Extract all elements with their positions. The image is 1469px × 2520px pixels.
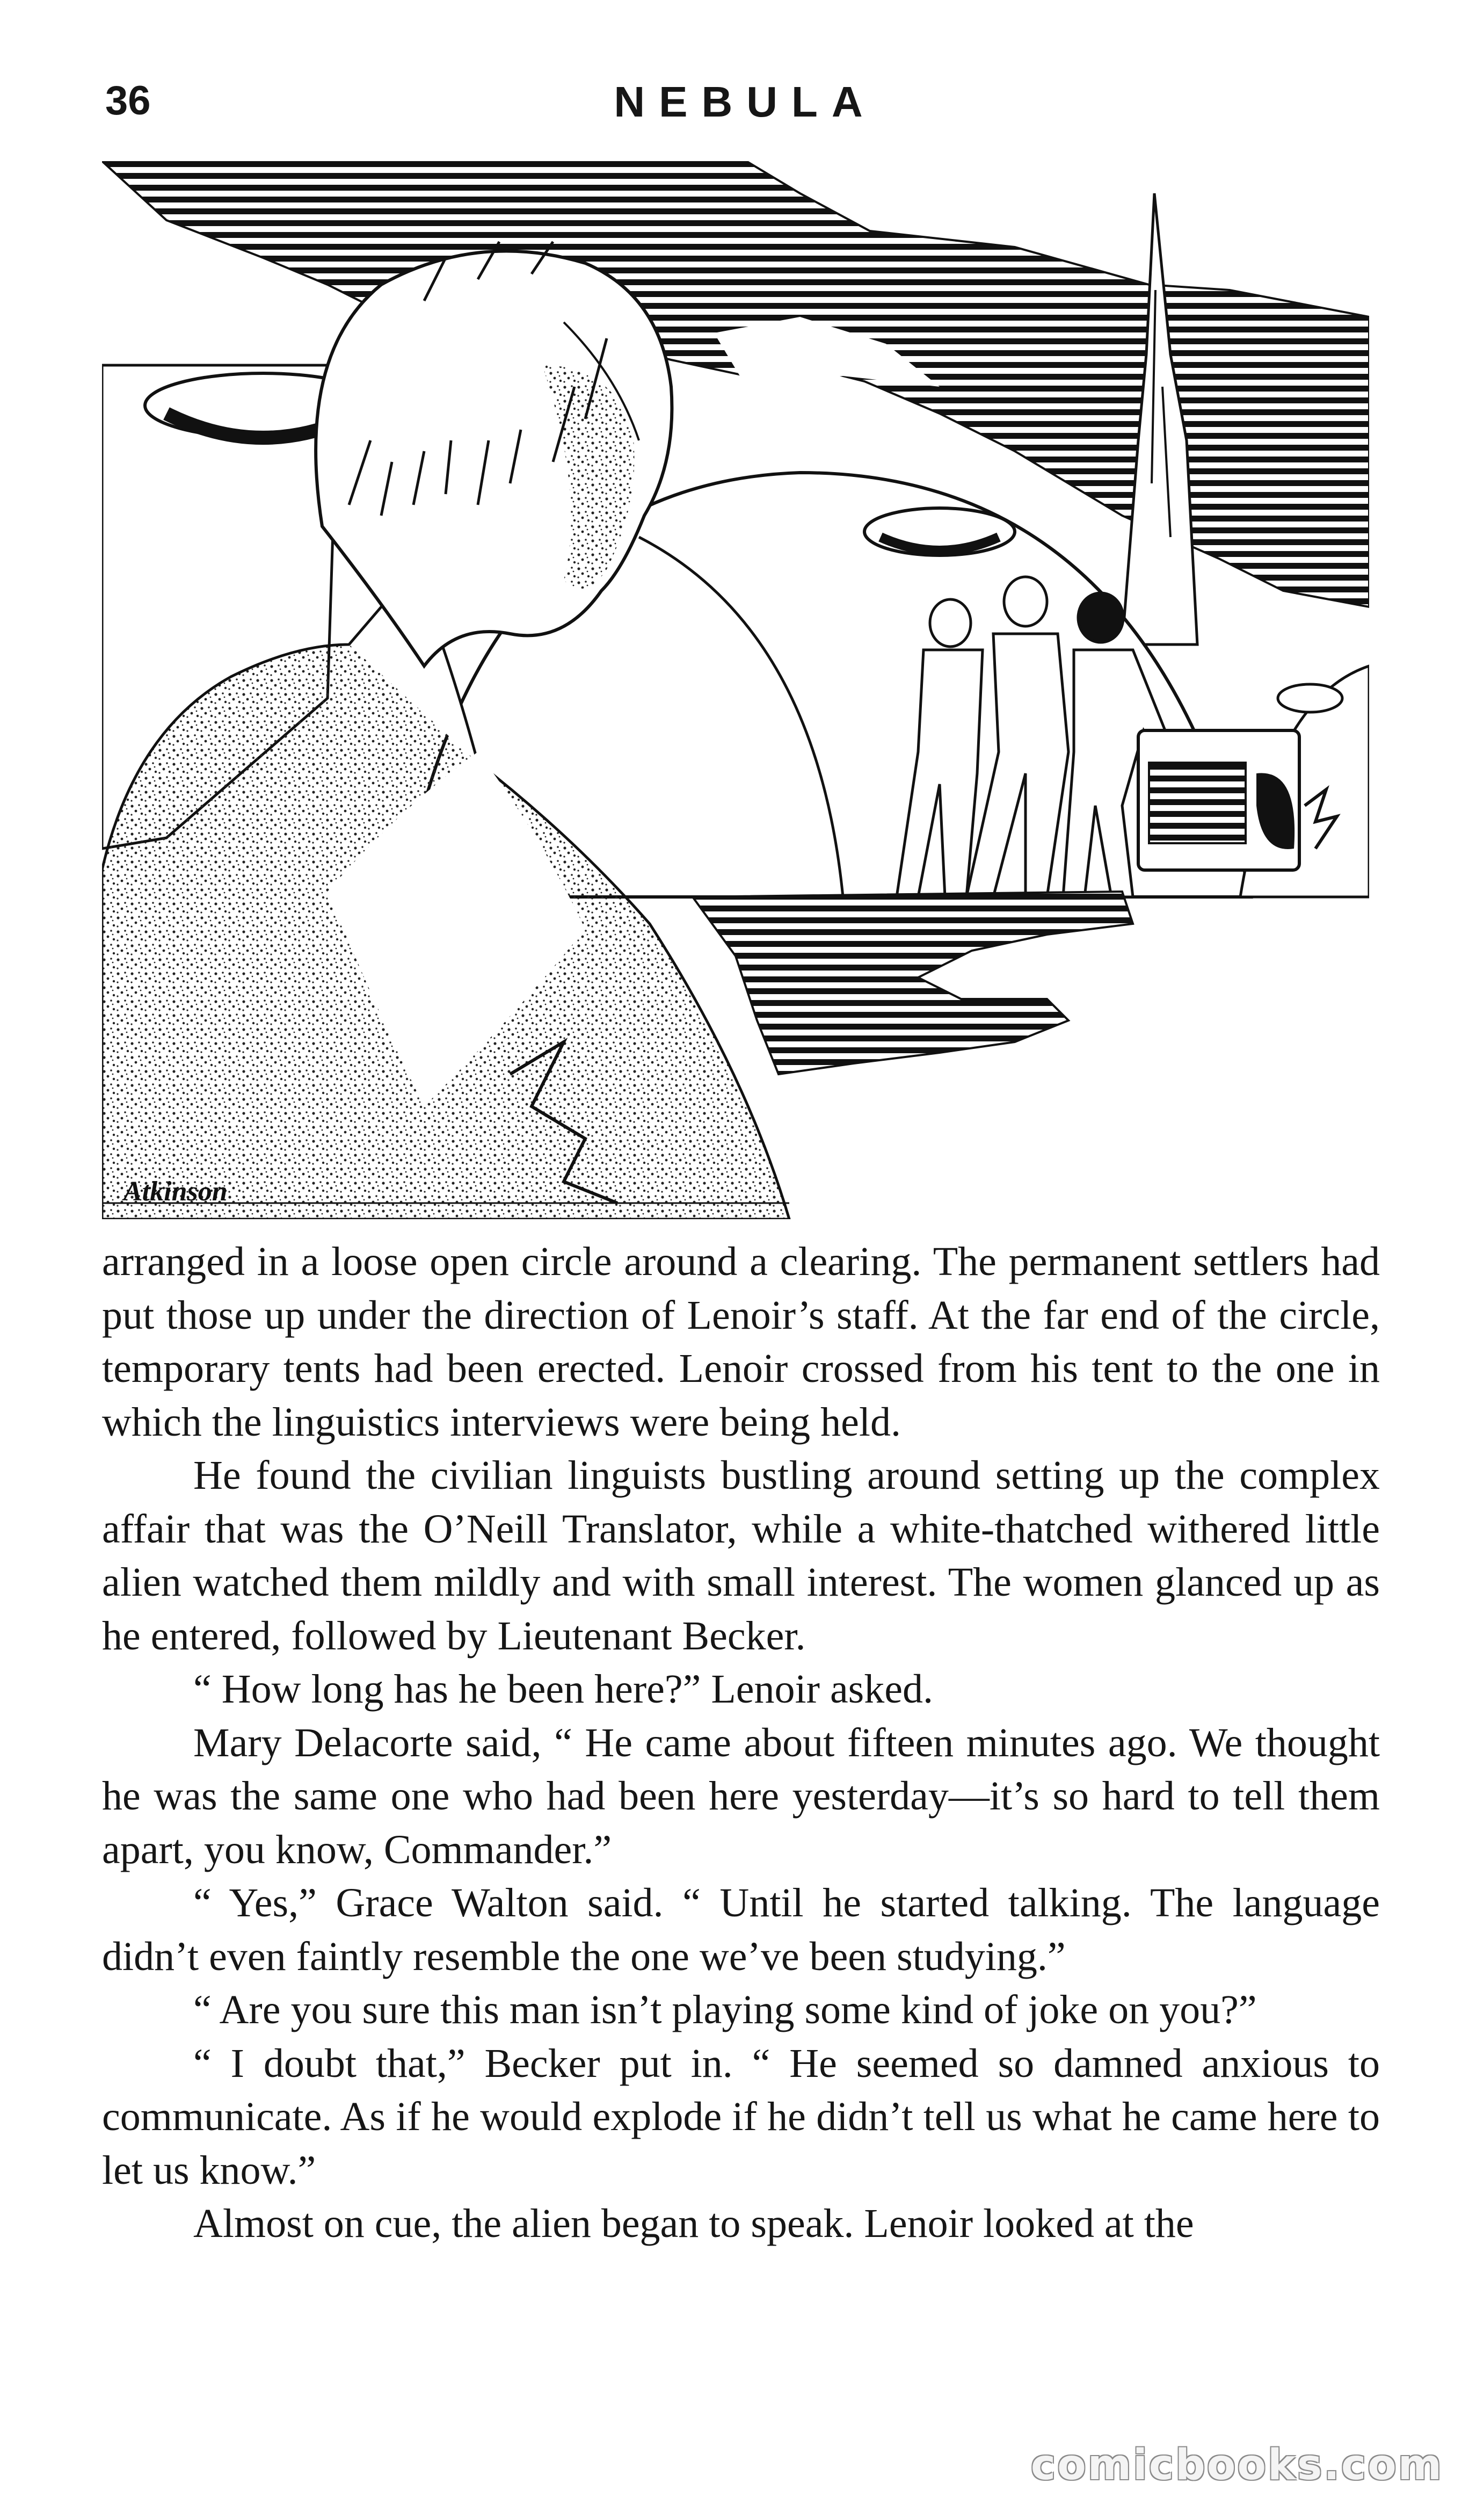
page-number: 36 <box>105 78 151 124</box>
running-head: NEBULA <box>614 78 877 126</box>
body-text <box>102 1235 1380 2251</box>
paragraph: “ I doubt that,” Becker put in. “ He seemed so damned anxious to communicate. As if he would explode if he didn’t tell us what he came here to let us know.” <box>102 2040 1380 2193</box>
paragraph: “ How long has he been here?” Lenoir asked. <box>193 1667 933 1712</box>
paragraph: “ Are you sure this man isn’t playing some kind of joke on you?” <box>193 1987 1257 2032</box>
artist-signature: Atkinson <box>123 1176 228 1207</box>
watermark: comicbooks.com <box>1030 2441 1443 2489</box>
illustration <box>102 161 1369 1219</box>
paragraph: He found the civilian linguists bustling around setting up the complex affair that was the O’Neill Translator, while a white-thatched withered little alien watched them mildly and with small interest. The women glanced up as he entered, followed by Lieutenant Becker. <box>102 1453 1380 1659</box>
paragraph: Mary Delacorte said, “ He came about fifteen minutes ago. We thought he was the same one who had been here yesterday—it’s so hard to tell them apart, you know, Commander.” <box>102 1720 1380 1872</box>
paragraph: Almost on cue, the alien began to speak. Lenoir looked at the <box>193 2201 1194 2246</box>
paragraph: arranged in a loose open circle around a clearing. The permanent settlers had put those up under the direction of Lenoir’s staff. At the far end of the circle, temporary tents had been erected. Lenoir crossed from his tent to the one in which the linguistics interviews were being held. <box>102 1239 1380 1445</box>
ground-shadow <box>693 892 1133 1074</box>
paragraph: “ Yes,” Grace Walton said. “ Until he started talking. The language didn’t even faintly resemble the one we’ve been studying.” <box>102 1880 1380 1979</box>
